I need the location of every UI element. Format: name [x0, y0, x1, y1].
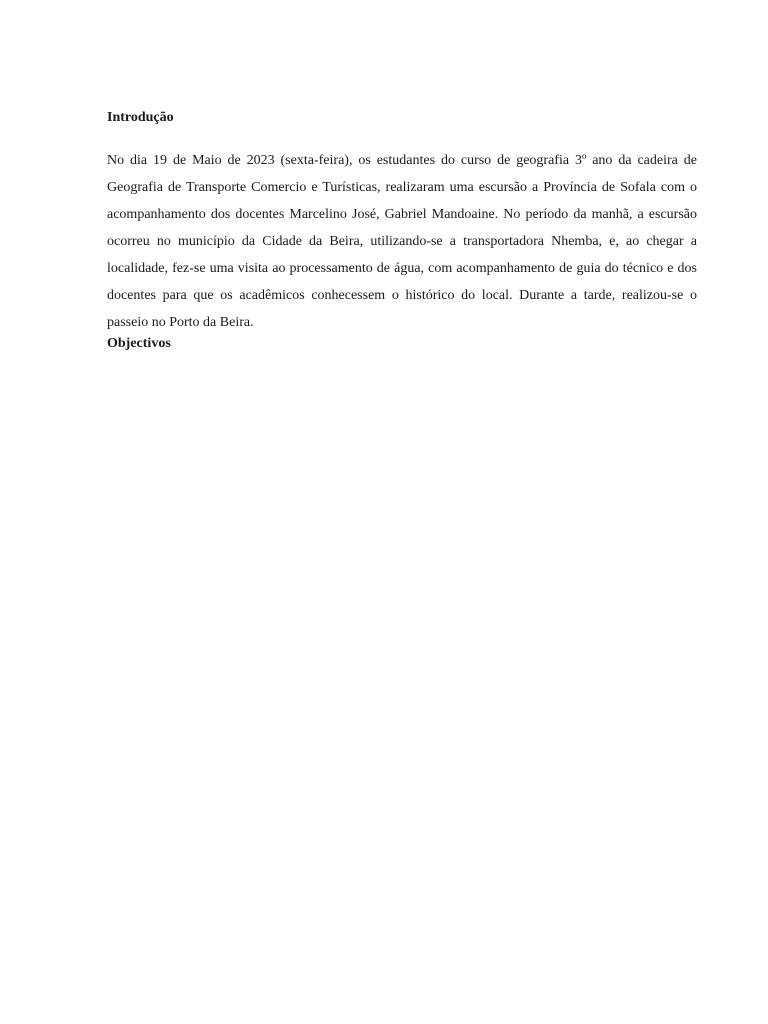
- intro-paragraph: No dia 19 de Maio de 2023 (sexta-feira), os estudantes do curso de geografia 3º ano da cadeira de Geografia de Transporte Comercio e Turísticas, realizaram uma escursão a Província de Sofala com o acompanhamento dos docentes Marcelino José, Gabriel Mandoaine. No período da manhã, a escursão ocorreu no município da Cidade da Beira, utilizando-se a transportadora Nhemba, e, ao chegar a localidade, fez-se uma visita ao processamento de água, com acompanhamento de guia do técnico e dos docentes para que os acadêmicos conhecessem o histórico do local. Durante a tarde, realizou-se o passeio no Porto da Beira.: [107, 153, 697, 330]
- objectives-heading: Objectivos: [107, 336, 171, 351]
- intro-heading: Introdução: [107, 110, 174, 125]
- document-content: [107, 108, 697, 354]
